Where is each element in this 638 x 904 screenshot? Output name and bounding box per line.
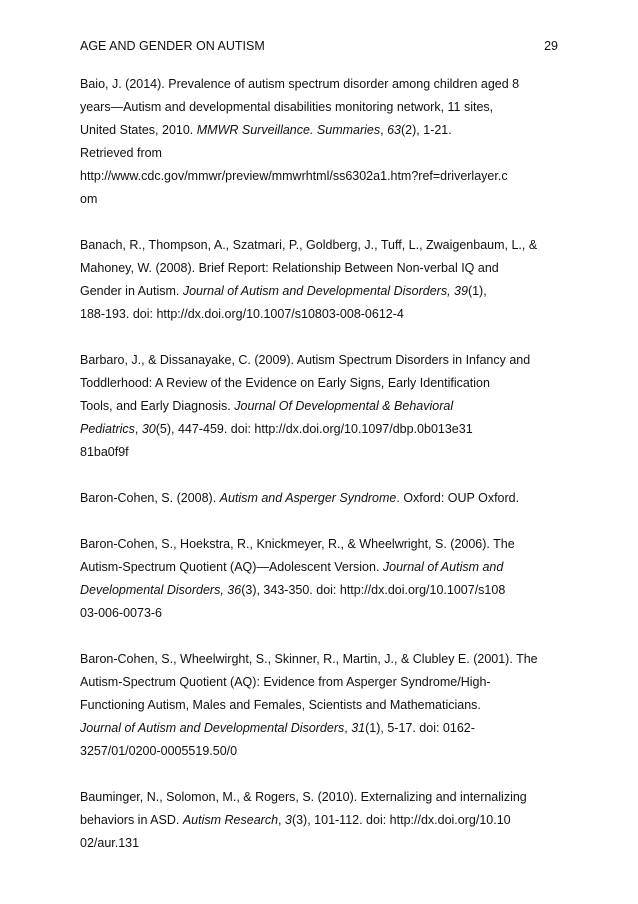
reference-line (80, 487, 562, 510)
reference-line (80, 234, 562, 257)
reference-text: , (344, 721, 352, 735)
reference-entry (80, 533, 562, 625)
reference-line (80, 73, 562, 96)
reference-text: Baio, J. (2014). Prevalence of autism spectrum disorder among children aged 8 (80, 77, 520, 91)
reference-entry (80, 234, 562, 326)
reference-text: Mahoney, W. (2008). Brief Report: Relationship Between Non-verbal IQ and (80, 261, 499, 275)
reference-line (80, 694, 562, 717)
reference-text: Tools, and Early Diagnosis. (80, 399, 235, 413)
reference-text: Baron-Cohen, S., Hoekstra, R., Knickmeyer, R., & Wheelwright, S. (2006). The (80, 537, 515, 551)
reference-italic-text: MMWR Surveillance. Summaries (196, 123, 381, 137)
reference-entry (80, 487, 562, 510)
reference-line (80, 280, 562, 303)
reference-italic-text: Journal of Autism and Developmental Disorders, 39 (182, 284, 468, 298)
reference-text: , (380, 123, 388, 137)
reference-entry (80, 349, 562, 464)
reference-line (80, 372, 562, 395)
reference-italic-text: 3 (284, 813, 292, 827)
reference-italic-text: Developmental Disorders, 36 (80, 583, 242, 597)
reference-line (80, 418, 562, 441)
reference-text: Banach, R., Thompson, A., Szatmari, P., Goldberg, J., Tuff, L., Zwaigenbaum, L., & (80, 238, 538, 252)
reference-line (80, 533, 562, 556)
reference-line (80, 579, 562, 602)
reference-text: 3257/01/0200-0005519.50/0 (80, 744, 238, 758)
reference-line (80, 188, 562, 211)
running-head-title: AGE AND GENDER ON AUTISM (80, 39, 265, 53)
reference-text: 81ba0f9f (80, 445, 129, 459)
reference-text: , (134, 422, 142, 436)
reference-text: Retrieved from (80, 146, 162, 160)
reference-text: Barbaro, J., & Dissanayake, C. (2009). Autism Spectrum Disorders in Infancy and (80, 353, 531, 367)
reference-text: Toddlerhood: A Review of the Evidence on Early Signs, Early Identification (80, 376, 490, 390)
reference-text: Bauminger, N., Solomon, M., & Rogers, S. (2010). Externalizing and internalizing (80, 790, 527, 804)
reference-line (80, 441, 562, 464)
reference-italic-text: Journal of Autism and (382, 560, 504, 574)
reference-line (80, 349, 562, 372)
reference-line (80, 717, 562, 740)
reference-text: Baron-Cohen, S., Wheelwirght, S., Skinner, R., Martin, J., & Clubley E. (2001). The (80, 652, 538, 666)
reference-italic-text: 31 (351, 721, 366, 735)
reference-line (80, 602, 562, 625)
reference-text: (3), 101-112. doi: http://dx.doi.org/10.10 (291, 813, 511, 827)
reference-line (80, 832, 562, 855)
reference-text: (2), 1-21. (400, 123, 452, 137)
reference-line (80, 303, 562, 326)
reference-text: Autism-Spectrum Quotient (AQ): Evidence from Asperger Syndrome/High- (80, 675, 491, 689)
reference-text: Baron-Cohen, S. (2008). (80, 491, 220, 505)
reference-text: (1), 5-17. doi: 0162- (365, 721, 475, 735)
reference-italic-text: Autism and Asperger Syndrome (219, 491, 397, 505)
reference-text: years—Autism and developmental disabilities monitoring network, 11 sites, (80, 100, 494, 114)
reference-line (80, 257, 562, 280)
reference-text: (5), 447-459. doi: http://dx.doi.org/10.1097/dbp.0b013e31 (155, 422, 473, 436)
page-number: 29 (544, 39, 558, 53)
reference-italic-text: 30 (141, 422, 156, 436)
reference-italic-text: 63 (387, 123, 401, 137)
reference-line (80, 395, 562, 418)
reference-entry (80, 73, 562, 211)
reference-line (80, 740, 562, 763)
reference-italic-text: Pediatrics (80, 422, 135, 436)
reference-line (80, 142, 562, 165)
reference-text: Functioning Autism, Males and Females, Scientists and Mathematicians. (80, 698, 481, 712)
reference-text: , (278, 813, 285, 827)
reference-text: (1), (467, 284, 487, 298)
reference-text: behaviors in ASD. (80, 813, 183, 827)
reference-line (80, 556, 562, 579)
reference-text: (3), 343-350. doi: http://dx.doi.org/10.1007/s108 (241, 583, 506, 597)
reference-italic-text: Journal Of Developmental & Behavioral (234, 399, 454, 413)
reference-line (80, 96, 562, 119)
reference-text: Gender in Autism. (80, 284, 183, 298)
reference-text: 02/aur.131 (80, 836, 140, 850)
reference-line (80, 809, 562, 832)
reference-text: 03-006-0073-6 (80, 606, 163, 620)
reference-text: http://www.cdc.gov/mmwr/preview/mmwrhtml/ss6302a1.htm?ref=driverlayer.c (80, 169, 508, 183)
reference-line (80, 165, 562, 188)
reference-entry (80, 648, 562, 763)
reference-line (80, 786, 562, 809)
reference-entry (80, 786, 562, 855)
reference-line (80, 119, 562, 142)
running-head (80, 37, 558, 55)
reference-text: . Oxford: OUP Oxford. (396, 491, 520, 505)
reference-text: United States, 2010. (80, 123, 197, 137)
reference-italic-text: Journal of Autism and Developmental Disorders (80, 721, 345, 735)
reference-text: Autism-Spectrum Quotient (AQ)—Adolescent Version. (80, 560, 383, 574)
reference-text: om (80, 192, 98, 206)
reference-line (80, 671, 562, 694)
reference-line (80, 648, 562, 671)
reference-text: 188-193. doi: http://dx.doi.org/10.1007/s10803-008-0612-4 (80, 307, 404, 321)
reference-list (80, 73, 562, 878)
reference-italic-text: Autism Research (182, 813, 279, 827)
